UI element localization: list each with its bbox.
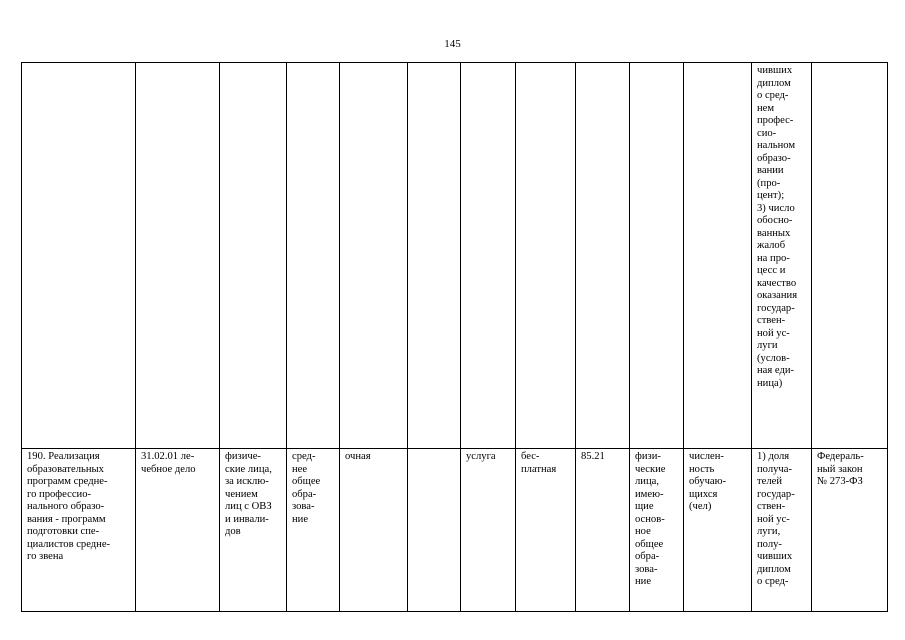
form-cell [340, 449, 408, 612]
table-row-continued [22, 63, 888, 449]
education-level-cell [287, 449, 340, 612]
category-cell [630, 449, 684, 612]
specialty: 31.02.01 ле- чебное дело [141, 451, 196, 475]
study-form: очная [345, 451, 371, 462]
empty-cell [408, 449, 461, 612]
table-cell [684, 63, 752, 449]
table-row-190 [22, 449, 888, 612]
table-cell [22, 63, 136, 449]
table-cell [136, 63, 220, 449]
table-cell [287, 63, 340, 449]
service-name: 190. Реализация образовательных программ средне- го профессио- нального образо- вания - программ подготовки спе- циалистов средне- го звена [27, 451, 111, 562]
table-cell [461, 63, 516, 449]
quality-indicator-cell [752, 449, 812, 612]
payment-cell [516, 449, 576, 612]
page-number: 145 [444, 38, 461, 50]
table-cell [220, 63, 287, 449]
volume-indicator: числен- ность обучаю- щихся (чел) [689, 451, 727, 512]
quality-indicator: 1) доля получа- телей государ- ствен- ной ус- луги, полу- чивших диплом о сред- [757, 451, 795, 587]
table-cell [630, 63, 684, 449]
quality-indicator-continued-text: чивших диплом о сред- нем профес- сио- нальном образо- вании (про- цент); 3) число обосно- ванных жалоб на про- цесс и качество оказания государ- ствен- ной ус- луги (услов- ная еди- ница) [757, 65, 798, 389]
table-cell [340, 63, 408, 449]
payment: бес- платная [521, 451, 557, 475]
education-level: сред- нее общее обра- зова- ние [292, 451, 321, 525]
consumers: физиче- ские лица, за исклю- чением лиц с ОВЗ и инвали- дов [225, 451, 272, 537]
specialty-cell [136, 449, 220, 612]
type-cell [461, 449, 516, 612]
table-cell [516, 63, 576, 449]
table-cell [408, 63, 461, 449]
consumer-category: физи- ческие лица, имею- щие основ- ное общее обра- зова- ние [635, 451, 666, 587]
legal-basis-cell [812, 449, 888, 612]
code-cell [576, 449, 630, 612]
table-cell [576, 63, 630, 449]
services-table [21, 62, 888, 612]
service-name-cell [22, 449, 136, 612]
table-cell [812, 63, 888, 449]
volume-indicator-cell [684, 449, 752, 612]
quality-indicator-continued-cell [752, 63, 812, 449]
okved-code: 85.21 [581, 451, 605, 462]
legal-basis: Федераль- ный закон № 273-ФЗ [817, 451, 864, 487]
service-type: услуга [466, 451, 496, 462]
consumers-cell [220, 449, 287, 612]
